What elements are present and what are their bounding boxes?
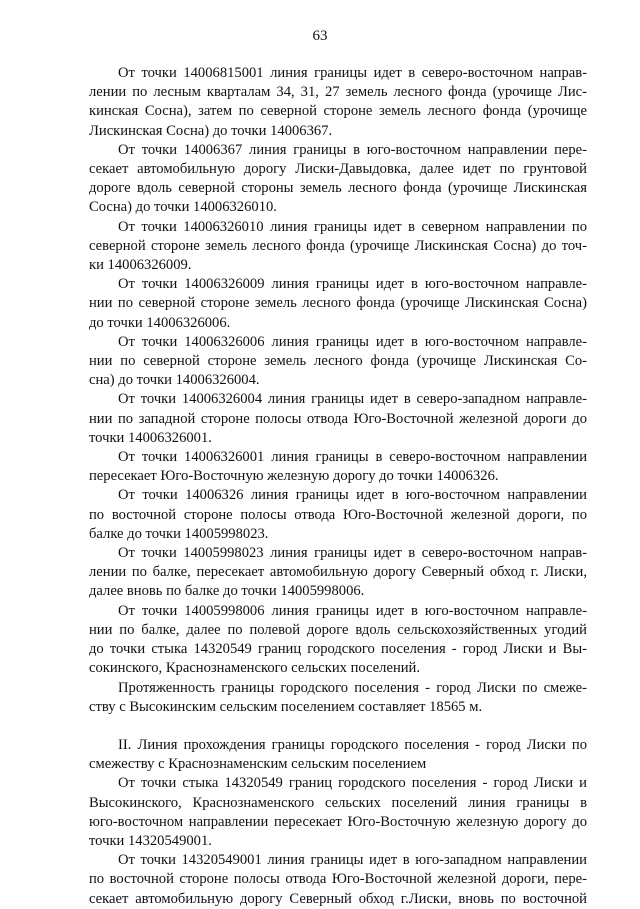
text-line: Протяженность границы городского поселения - город Лиски по смеже- xyxy=(118,679,587,696)
text-line: нии по северной стороне земель лесного фонда (урочище Лискинская Со- xyxy=(89,353,587,370)
text-line: Высокинского, Краснознаменского сельских поселений линия границы в xyxy=(89,794,587,811)
paragraph xyxy=(89,486,587,544)
text-line: дороге вдоль северной стороны земель лесного фонда (урочище Лискинская xyxy=(89,180,587,197)
section-title xyxy=(89,736,587,774)
text-line: От точки 14006815001 линия границы идет в северо-восточном направ- xyxy=(118,65,587,81)
text-line: до точки 14006326006. xyxy=(89,314,231,331)
paragraph xyxy=(89,851,587,909)
paragraph xyxy=(89,218,587,276)
text-line: От точки 14005998023 линия границы идет в северо-восточном направ- xyxy=(118,545,587,562)
text-line: От точки 14006326010 линия границы идет в северном направлении по xyxy=(118,218,587,235)
paragraph xyxy=(89,602,587,679)
text-line: От точки 14006326009 линия границы идет в юго-восточном направле- xyxy=(118,276,587,293)
text-line: кинская Сосна), затем по северной стороне земель лесного фонда (урочище xyxy=(89,103,587,120)
paragraph xyxy=(89,64,587,141)
text-line: нии по западной стороне полосы отвода Юго-Восточной железной дороги до xyxy=(89,410,587,427)
paragraph xyxy=(89,448,587,486)
paragraph xyxy=(89,679,587,717)
text-line: секает автомобильную дорогу Северный обход г.Лиски, вновь по восточной xyxy=(89,890,587,907)
text-line: балке до точки 14005998023. xyxy=(89,525,269,542)
text-line: Лискинская Сосна) до точки 14006367. xyxy=(89,122,333,139)
text-line: до точки стыка 14320549 границ городского поселения - город Лиски и Вы- xyxy=(89,641,587,658)
text-line: От точки 14006326 линия границы идет в юго-восточном направлении xyxy=(118,487,587,504)
text-line: От точки 14006326001 линия границы в северо-восточном направлении xyxy=(118,449,587,466)
text-line: лении по балке, пересекает автомобильную дорогу Северный обход г. Лиски, xyxy=(89,564,587,581)
paragraph xyxy=(89,275,587,333)
text-line: нии по балке, далее по полевой дороге вдоль сельскохозяйственных угодий xyxy=(89,621,587,638)
text-line: далее вновь по балке до точки 14005998006. xyxy=(89,583,365,600)
paragraph xyxy=(89,333,587,391)
text-line: точки 14320549001. xyxy=(89,832,212,849)
text-line: по восточной стороне полосы отвода Юго-Восточной железной дороги, пере- xyxy=(89,871,587,888)
text-line: ки 14006326009. xyxy=(89,257,192,274)
text-line: точки 14006326001. xyxy=(89,429,212,446)
paragraph xyxy=(89,544,587,602)
text-line: От точки 14320549001 линия границы идет в юго-западном направлении xyxy=(118,852,587,869)
text-line: Сосна) до точки 14006326010. xyxy=(89,199,277,216)
paragraph xyxy=(89,141,587,218)
text-line: От точки 14005998006 линия границы идет в юго-восточном направле- xyxy=(118,602,587,619)
text-line: От точки 14006326006 линия границы идет в юго-восточном направле- xyxy=(118,333,587,350)
text-line: нии по северной стороне земель лесного фонда (урочище Лискинская Сосна) xyxy=(89,295,587,312)
document-body xyxy=(89,64,587,909)
text-line: смежеству с Краснознаменским сельским поселением xyxy=(89,756,427,773)
text-line: юго-восточном направлении пересекает Юго-Восточную железную дорогу до xyxy=(89,813,587,830)
text-line: северной стороне земель лесного фонда (урочище Лискинская Сосна) до точ- xyxy=(89,237,587,254)
text-line: по восточной стороне полосы отвода Юго-Восточной железной дороги, по xyxy=(89,506,587,523)
paragraph xyxy=(89,390,587,448)
text-line: сокинского, Краснознаменского сельских поселений. xyxy=(89,660,421,677)
page-number: 63 xyxy=(312,28,328,44)
text-line: лении по лесным кварталам 34, 31, 27 земель лесного фонда (урочище Лис- xyxy=(89,84,587,101)
text-line: сна) до точки 14006326004. xyxy=(89,372,260,389)
text-line: От точки 14006326004 линия границы идет в северо-западном направле- xyxy=(118,391,587,408)
text-line: ству с Высокинским сельским поселением составляет 18565 м. xyxy=(89,698,483,715)
text-line: II. Линия прохождения границы городского поселения - город Лиски по xyxy=(118,736,587,753)
text-line: От точки 14006367 линия границы в юго-восточном направлении пере- xyxy=(118,141,587,158)
text-line: секает автомобильную дорогу Лиски-Давыдовка, далее идет по грунтовой xyxy=(89,161,587,178)
paragraph xyxy=(89,774,587,851)
text-line: От точки стыка 14320549 границ городского поселения - город Лиски и xyxy=(118,775,587,792)
text-line: пересекает Юго-Восточную железную дорогу до точки 14006326. xyxy=(89,468,499,485)
